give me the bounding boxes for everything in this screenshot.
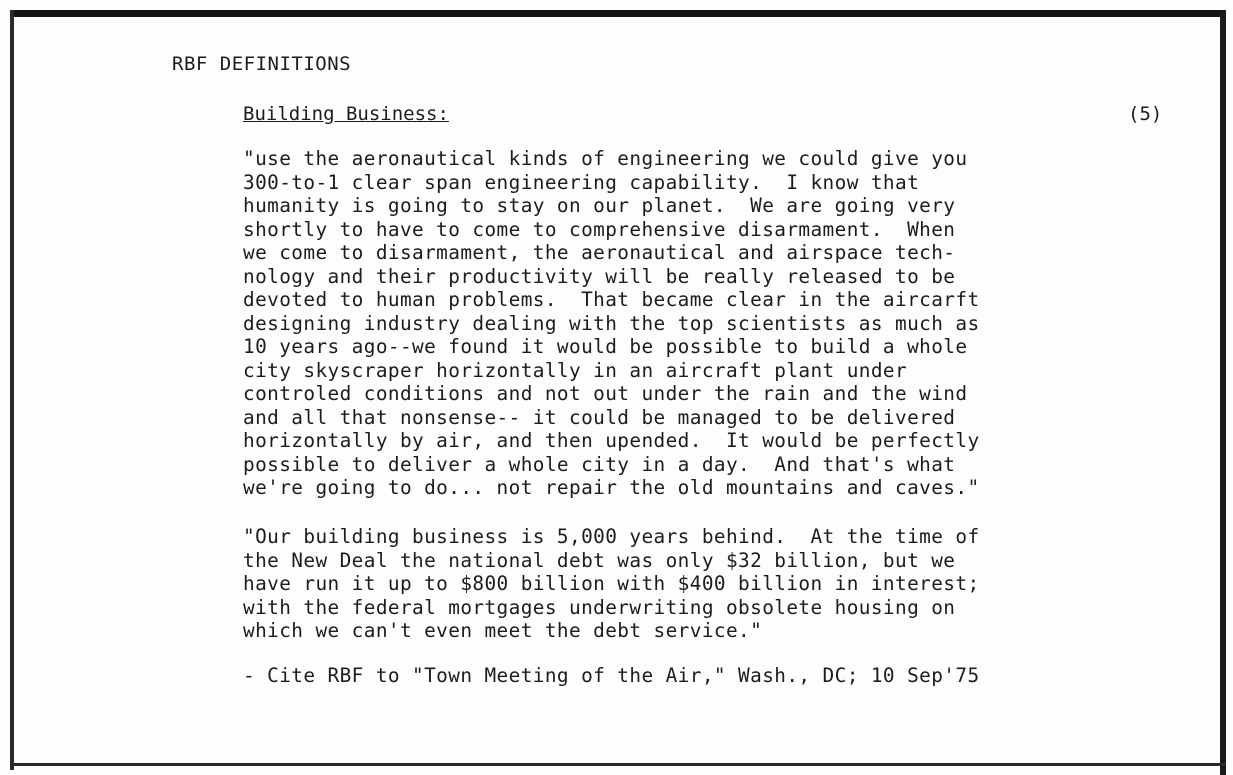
document-heading: RBF DEFINITIONS [172,53,352,75]
text-line: with the federal mortgages underwriting obsolete housing on [243,595,956,619]
citation: - Cite RBF to "Town Meeting of the Air," Wash., DC; 10 Sep'75 [243,664,980,687]
card-border-bottom [10,763,1226,766]
text-line: possible to deliver a whole city in a day. And that's what [243,452,956,476]
text-line: 10 years ago--we found it would be possible to build a whole [243,335,968,358]
text-line: humanity is going to stay on our planet. We are going very [243,194,956,217]
card-border-right [1220,10,1226,775]
text-line: we come to disarmament, the aeronautical and airspace tech- [243,241,956,264]
card-border-left [10,10,14,770]
text-line: the New Deal the national debt was only $32 billion, but we [243,548,956,572]
text-line: designing industry dealing with the top scientists as much as [243,311,980,335]
text-line: 300-to-1 clear span engineering capability. I know that [243,170,920,194]
text-line: "use the aeronautical kinds of engineering we could give you [243,147,968,170]
text-line: which we can't even meet the debt service." [243,619,763,642]
text-line: city skyscraper horizontally in an aircraft plant under [243,358,908,382]
text-line: devoted to human problems. That became clear in the aircarft [243,288,980,311]
text-line: controled conditions and not out under the rain and the wind [243,382,968,405]
text-line: horizontally by air, and then upended. It would be perfectly [243,429,980,452]
page-number: (5) [1128,103,1163,125]
quote-paragraph-2 [243,525,1143,643]
section-title: Building Business: [243,103,449,125]
text-line: "Our building business is 5,000 years behind. At the time of [243,525,980,548]
text-line: have run it up to $800 billion with $400 billion in interest; [243,572,980,595]
text-line: shortly to have to come to comprehensive disarmament. When [243,217,956,241]
text-line: nology and their productivity will be really released to be [243,264,956,288]
card-border-top [10,10,1225,17]
quote-paragraph-1 [243,147,1143,500]
text-line: and all that nonsense-- it could be managed to be delivered [243,405,956,429]
text-line: we're going to do... not repair the old mountains and caves." [243,476,980,499]
